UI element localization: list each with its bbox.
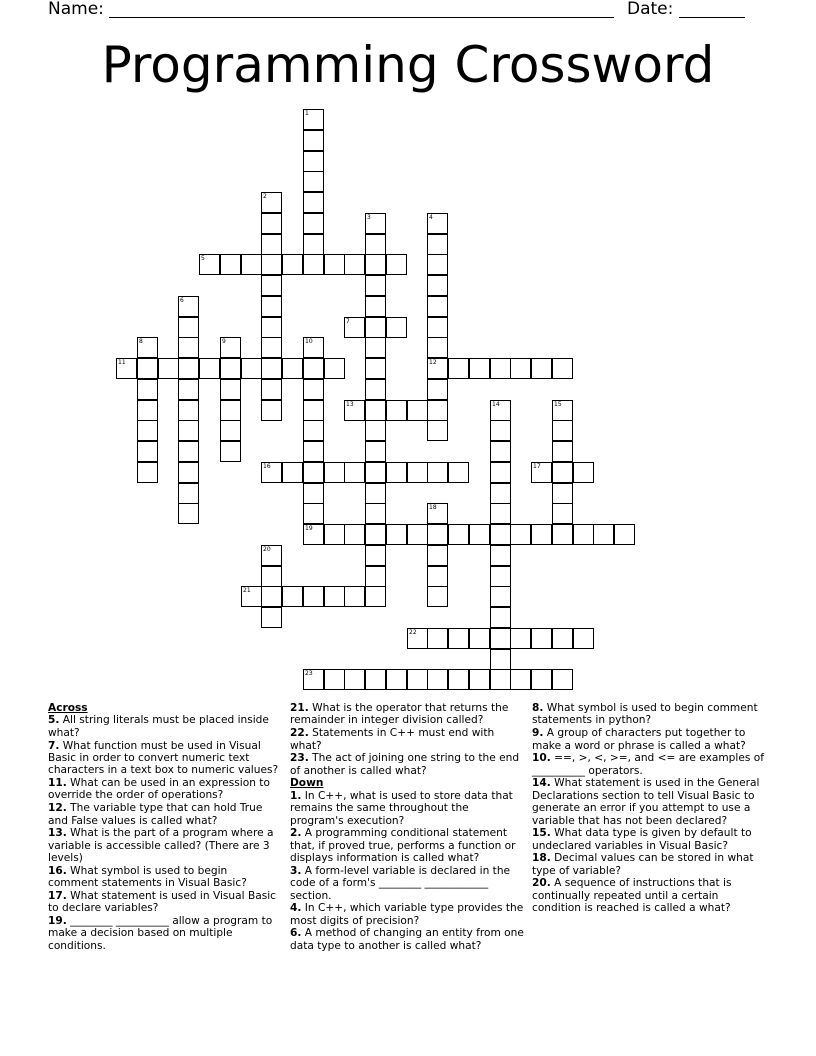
grid-cell[interactable]: [303, 420, 324, 441]
grid-cell[interactable]: [427, 566, 448, 587]
grid-cell[interactable]: [427, 358, 448, 379]
grid-cell[interactable]: [614, 524, 635, 545]
grid-cell[interactable]: [490, 545, 511, 566]
grid-cell[interactable]: [448, 669, 469, 690]
clue-number-label: 5.: [48, 714, 60, 727]
clue-number-label: 11.: [48, 777, 67, 790]
down-clue: [290, 902, 524, 927]
grid-cell[interactable]: [365, 296, 386, 317]
grid-cell[interactable]: [158, 358, 179, 379]
grid-cell[interactable]: [178, 483, 199, 504]
grid-cell[interactable]: [490, 586, 511, 607]
grid-cell[interactable]: [365, 566, 386, 587]
across-clue: [48, 802, 280, 827]
grid-cell[interactable]: [178, 358, 199, 379]
clue-number: 6: [180, 297, 184, 304]
grid-cell[interactable]: [220, 254, 241, 275]
grid-cell[interactable]: [178, 379, 199, 400]
grid-cell[interactable]: [282, 586, 303, 607]
grid-cell[interactable]: [448, 524, 469, 545]
clue-number-label: 8.: [532, 702, 544, 714]
grid-cell[interactable]: [344, 524, 365, 545]
clue-number-label: 7.: [48, 739, 60, 752]
clue-text: ________ __________ allow a program to make a decision based on multiple conditions.: [48, 914, 273, 952]
grid-cell[interactable]: [261, 296, 282, 317]
grid-cell[interactable]: [552, 358, 573, 379]
grid-cell[interactable]: [303, 192, 324, 213]
clue-number: 23: [305, 670, 313, 677]
down-clue: [290, 865, 524, 902]
grid-cell[interactable]: [490, 441, 511, 462]
grid-cell[interactable]: [261, 462, 282, 483]
clue-number: 7: [346, 318, 350, 325]
across-clue: [48, 714, 280, 739]
grid-cell[interactable]: [303, 358, 324, 379]
grid-cell[interactable]: [365, 503, 386, 524]
clue-text: Decimal values can be stored in what type of variable?: [532, 852, 754, 877]
clue-number-label: 1.: [290, 789, 302, 802]
grid-cell[interactable]: [324, 358, 345, 379]
page-title: Programming Crossword: [101, 36, 715, 94]
grid-cell[interactable]: [427, 420, 448, 441]
grid-cell[interactable]: [427, 524, 448, 545]
grid-cell[interactable]: [490, 649, 511, 670]
grid-cell[interactable]: [365, 317, 386, 338]
grid-cell[interactable]: [220, 441, 241, 462]
grid-cell[interactable]: [178, 337, 199, 358]
grid-cell[interactable]: [386, 462, 407, 483]
grid-cell[interactable]: [490, 400, 511, 421]
clue-number: 15: [554, 401, 562, 408]
grid-cell[interactable]: [365, 462, 386, 483]
clue-number-label: 12.: [48, 802, 67, 815]
down-heading: Down: [290, 777, 324, 790]
clue-number-label: 14.: [532, 777, 551, 790]
grid-cell[interactable]: [407, 524, 428, 545]
grid-cell[interactable]: [137, 400, 158, 421]
clue-number-label: 13.: [48, 827, 67, 840]
grid-cell[interactable]: [303, 462, 324, 483]
grid-cell[interactable]: [427, 586, 448, 607]
grid-cell[interactable]: [490, 462, 511, 483]
grid-cell[interactable]: [510, 524, 531, 545]
grid-cell[interactable]: [427, 254, 448, 275]
clue-number: 10: [305, 338, 313, 345]
name-label-text: Name:: [48, 0, 104, 19]
clues-column-3: [532, 702, 768, 915]
across-clue: [48, 865, 280, 890]
clue-number-label: 3.: [290, 864, 302, 877]
grid-cell[interactable]: [552, 420, 573, 441]
grid-cell[interactable]: [324, 524, 345, 545]
grid-cell[interactable]: [386, 317, 407, 338]
clue-text: What is the part of a program where a variable is accessible called? (There are 3 levels): [48, 827, 274, 865]
clue-number-label: 9.: [532, 727, 544, 740]
grid-cell[interactable]: [282, 358, 303, 379]
grid-cell[interactable]: [573, 462, 594, 483]
grid-cell[interactable]: [303, 669, 324, 690]
down-clue: [532, 827, 768, 852]
clue-text: What data type is given by default to undeclared variables in Visual Basic?: [532, 827, 752, 852]
grid-cell[interactable]: [386, 400, 407, 421]
grid-cell[interactable]: [365, 545, 386, 566]
grid-cell[interactable]: [282, 254, 303, 275]
grid-cell[interactable]: [241, 586, 262, 607]
grid-cell[interactable]: [261, 213, 282, 234]
grid-cell[interactable]: [448, 358, 469, 379]
grid-cell[interactable]: [303, 171, 324, 192]
down-clue: [290, 927, 524, 952]
clue-number-label: 20.: [532, 877, 551, 890]
grid-cell[interactable]: [261, 192, 282, 213]
clue-number-label: 15.: [532, 827, 551, 840]
clue-number: 16: [263, 463, 271, 470]
across-clue: [48, 827, 280, 864]
grid-cell[interactable]: [303, 151, 324, 172]
grid-cell[interactable]: [427, 213, 448, 234]
grid-cell[interactable]: [552, 441, 573, 462]
clue-text: The variable type that can hold True and False values is called what?: [48, 802, 263, 827]
grid-cell[interactable]: [407, 400, 428, 421]
grid-cell[interactable]: [137, 462, 158, 483]
clue-number-label: 17.: [48, 889, 67, 902]
clue-text: What symbol is used to begin comment statements in Visual Basic?: [48, 864, 247, 890]
clue-number: 13: [346, 401, 354, 408]
grid-cell[interactable]: [178, 317, 199, 338]
clue-text: What is the operator that returns the remainder in integer division called?: [290, 702, 509, 727]
grid-cell[interactable]: [531, 358, 552, 379]
grid-cell[interactable]: [469, 524, 490, 545]
clue-number: 4: [429, 214, 433, 221]
across-heading: Across: [48, 702, 88, 714]
grid-cell[interactable]: [552, 524, 573, 545]
clue-number: 14: [492, 401, 500, 408]
grid-cell[interactable]: [303, 586, 324, 607]
grid-cell[interactable]: [427, 317, 448, 338]
grid-cell[interactable]: [241, 254, 262, 275]
grid-cell[interactable]: [324, 669, 345, 690]
grid-cell[interactable]: [365, 337, 386, 358]
clue-text: What symbol is used to begin comment statements in python?: [532, 702, 758, 727]
grid-cell[interactable]: [324, 254, 345, 275]
grid-cell[interactable]: [344, 400, 365, 421]
grid-cell[interactable]: [531, 669, 552, 690]
grid-cell[interactable]: [365, 441, 386, 462]
clue-text: The act of joining one string to the end of another is called what?: [290, 752, 520, 777]
clue-number-label: 18.: [532, 852, 551, 865]
clue-text: In C++, which variable type provides the most digits of precision?: [290, 902, 524, 927]
across-clue: [48, 890, 280, 915]
grid-cell[interactable]: [303, 503, 324, 524]
grid-cell[interactable]: [469, 358, 490, 379]
grid-cell[interactable]: [407, 628, 428, 649]
clue-text: A programming conditional statement that, if proved true, performs a function or displays information is called what?: [290, 827, 516, 865]
clue-number-label: 10.: [532, 752, 551, 765]
grid-cell[interactable]: [220, 358, 241, 379]
clue-number: 2: [263, 193, 267, 200]
grid-cell[interactable]: [365, 234, 386, 255]
grid-cell[interactable]: [261, 234, 282, 255]
clue-number: 8: [139, 338, 143, 345]
clue-number-label: 6.: [290, 927, 302, 940]
clue-text: ==, >, <, >=, and <= are examples of __________ operators.: [532, 752, 764, 777]
grid-cell[interactable]: [427, 379, 448, 400]
down-clue: [532, 727, 768, 752]
grid-cell[interactable]: [178, 441, 199, 462]
grid-cell[interactable]: [303, 254, 324, 275]
grid-cell[interactable]: [137, 420, 158, 441]
grid-cell[interactable]: [365, 420, 386, 441]
clue-text: All string literals must be placed inside what?: [48, 714, 269, 739]
clue-number-label: 16.: [48, 864, 67, 877]
grid-cell[interactable]: [386, 669, 407, 690]
grid-cell[interactable]: [137, 358, 158, 379]
grid-cell[interactable]: [490, 358, 511, 379]
grid-cell[interactable]: [303, 213, 324, 234]
grid-cell[interactable]: [510, 669, 531, 690]
clue-number: 9: [222, 338, 226, 345]
grid-cell[interactable]: [407, 462, 428, 483]
grid-cell[interactable]: [552, 503, 573, 524]
clue-text: A form-level variable is declared in the code of a form's ________ ____________ section.: [290, 864, 511, 902]
clues-column-2: [290, 702, 524, 953]
grid-cell[interactable]: [324, 462, 345, 483]
grid-cell[interactable]: [178, 462, 199, 483]
grid-cell[interactable]: [261, 400, 282, 421]
grid-cell[interactable]: [510, 628, 531, 649]
grid-cell[interactable]: [261, 545, 282, 566]
grid-cell[interactable]: [303, 483, 324, 504]
grid-cell[interactable]: [261, 337, 282, 358]
clue-number-label: 19.: [48, 914, 67, 927]
grid-cell[interactable]: [531, 462, 552, 483]
clue-number-label: 23.: [290, 752, 309, 765]
date-label-text: Date:: [627, 0, 674, 19]
grid-cell[interactable]: [344, 586, 365, 607]
grid-cell[interactable]: [220, 400, 241, 421]
grid-cell[interactable]: [303, 130, 324, 151]
grid-cell[interactable]: [552, 462, 573, 483]
down-clue: [532, 702, 768, 727]
grid-cell[interactable]: [303, 524, 324, 545]
down-clue: [532, 752, 768, 777]
grid-cell[interactable]: [344, 254, 365, 275]
clue-text: What statement is used in Visual Basic to declare variables?: [48, 889, 276, 915]
grid-cell[interactable]: [490, 483, 511, 504]
grid-cell[interactable]: [303, 379, 324, 400]
clues-column-1: [48, 702, 280, 953]
grid-cell[interactable]: [261, 566, 282, 587]
grid-cell[interactable]: [427, 545, 448, 566]
grid-cell[interactable]: [344, 669, 365, 690]
grid-cell[interactable]: [365, 358, 386, 379]
grid-cell[interactable]: [427, 337, 448, 358]
grid-cell[interactable]: [261, 254, 282, 275]
grid-cell[interactable]: [365, 483, 386, 504]
clue-number: 19: [305, 525, 313, 532]
clue-number-label: 21.: [290, 702, 309, 714]
down-clue: [532, 777, 768, 827]
grid-cell[interactable]: [137, 337, 158, 358]
grid-cell[interactable]: [365, 586, 386, 607]
grid-cell[interactable]: [490, 420, 511, 441]
grid-cell[interactable]: [261, 379, 282, 400]
grid-cell[interactable]: [407, 669, 428, 690]
grid-cell[interactable]: [490, 524, 511, 545]
across-clue: [48, 915, 280, 952]
grid-cell[interactable]: [469, 628, 490, 649]
grid-cell[interactable]: [490, 669, 511, 690]
down-clue: [532, 877, 768, 914]
grid-cell[interactable]: [303, 234, 324, 255]
grid-cell[interactable]: [469, 669, 490, 690]
across-clue: [48, 740, 280, 777]
grid-cell[interactable]: [593, 524, 614, 545]
clue-number: 5: [201, 255, 205, 262]
grid-cell[interactable]: [427, 669, 448, 690]
grid-cell[interactable]: [365, 379, 386, 400]
clue-number: 18: [429, 504, 437, 511]
grid-cell[interactable]: [116, 358, 137, 379]
grid-cell[interactable]: [573, 524, 594, 545]
clue-number: 17: [533, 463, 541, 470]
grid-cell[interactable]: [427, 503, 448, 524]
clue-text: A group of characters put together to make a word or phrase is called a what?: [532, 727, 746, 752]
grid-cell[interactable]: [573, 628, 594, 649]
grid-cell[interactable]: [241, 358, 262, 379]
across-clue: [290, 702, 524, 727]
grid-cell[interactable]: [365, 524, 386, 545]
grid-cell[interactable]: [178, 420, 199, 441]
clue-text: A method of changing an entity from one data type to another is called what?: [290, 927, 524, 952]
clue-number: 20: [263, 546, 271, 553]
grid-cell[interactable]: [220, 379, 241, 400]
grid-cell[interactable]: [386, 524, 407, 545]
grid-cell[interactable]: [552, 483, 573, 504]
across-clue: [290, 727, 524, 752]
clue-number: 12: [429, 359, 437, 366]
grid-cell[interactable]: [365, 213, 386, 234]
grid-cell[interactable]: [344, 317, 365, 338]
clue-number: 11: [118, 359, 126, 366]
clue-text: What can be used in an expression to override the order of operations?: [48, 777, 270, 802]
down-clue: [532, 852, 768, 877]
grid-cell[interactable]: [137, 379, 158, 400]
clue-number: 21: [243, 587, 251, 594]
clue-number-label: 22.: [290, 727, 309, 740]
grid-cell[interactable]: [303, 109, 324, 130]
grid-cell[interactable]: [427, 296, 448, 317]
clue-text: What function must be used in Visual Basic in order to convert numeric text characters in a text box to numeric values?: [48, 739, 279, 777]
grid-cell[interactable]: [427, 628, 448, 649]
grid-cell[interactable]: [199, 254, 220, 275]
grid-cell[interactable]: [344, 462, 365, 483]
grid-cell[interactable]: [427, 234, 448, 255]
grid-cell[interactable]: [261, 607, 282, 628]
grid-cell[interactable]: [178, 400, 199, 421]
grid-cell[interactable]: [490, 628, 511, 649]
grid-cell[interactable]: [261, 275, 282, 296]
clue-text: Statements in C++ must end with what?: [290, 727, 495, 752]
grid-cell[interactable]: [427, 462, 448, 483]
grid-cell[interactable]: [427, 400, 448, 421]
grid-cell[interactable]: [220, 420, 241, 441]
grid-cell[interactable]: [552, 628, 573, 649]
grid-cell[interactable]: [199, 358, 220, 379]
grid-cell[interactable]: [365, 275, 386, 296]
grid-cell[interactable]: [365, 669, 386, 690]
grid-cell[interactable]: [448, 628, 469, 649]
grid-cell[interactable]: [303, 441, 324, 462]
grid-cell[interactable]: [303, 337, 324, 358]
grid-cell[interactable]: [261, 317, 282, 338]
grid-cell[interactable]: [261, 358, 282, 379]
clue-text: A sequence of instructions that is continually repeated until a certain condition is reached is called a what?: [532, 877, 732, 915]
across-clue: [48, 777, 280, 802]
grid-cell[interactable]: [365, 400, 386, 421]
grid-cell[interactable]: [427, 275, 448, 296]
clue-number-label: 4.: [290, 902, 302, 915]
grid-cell[interactable]: [531, 628, 552, 649]
clue-text: What statement is used in the General Declarations section to tell Visual Basic to generate an error if you attempt to use a variable that has not been declared?: [532, 777, 760, 827]
down-clue: [290, 827, 524, 864]
grid-cell[interactable]: [490, 503, 511, 524]
grid-cell[interactable]: [490, 566, 511, 587]
grid-cell[interactable]: [510, 358, 531, 379]
grid-cell[interactable]: [386, 254, 407, 275]
clue-text: In C++, what is used to store data that remains the same throughout the program's execution?: [290, 789, 513, 827]
clue-number: 1: [305, 110, 309, 117]
grid-cell[interactable]: [282, 462, 303, 483]
clue-number-label: 2.: [290, 827, 302, 840]
grid-cell[interactable]: [220, 337, 241, 358]
grid-cell[interactable]: [178, 503, 199, 524]
across-clue: [290, 752, 524, 777]
grid-cell[interactable]: [137, 441, 158, 462]
grid-cell[interactable]: [324, 586, 345, 607]
grid-cell[interactable]: [178, 296, 199, 317]
grid-cell[interactable]: [261, 586, 282, 607]
grid-cell[interactable]: [552, 669, 573, 690]
grid-cell[interactable]: [490, 607, 511, 628]
down-clue: [290, 790, 524, 827]
grid-cell[interactable]: [448, 462, 469, 483]
grid-cell[interactable]: [552, 400, 573, 421]
grid-cell[interactable]: [303, 400, 324, 421]
grid-cell[interactable]: [531, 524, 552, 545]
clue-number: 22: [409, 629, 417, 636]
grid-cell[interactable]: [365, 254, 386, 275]
clue-number: 3: [367, 214, 371, 221]
